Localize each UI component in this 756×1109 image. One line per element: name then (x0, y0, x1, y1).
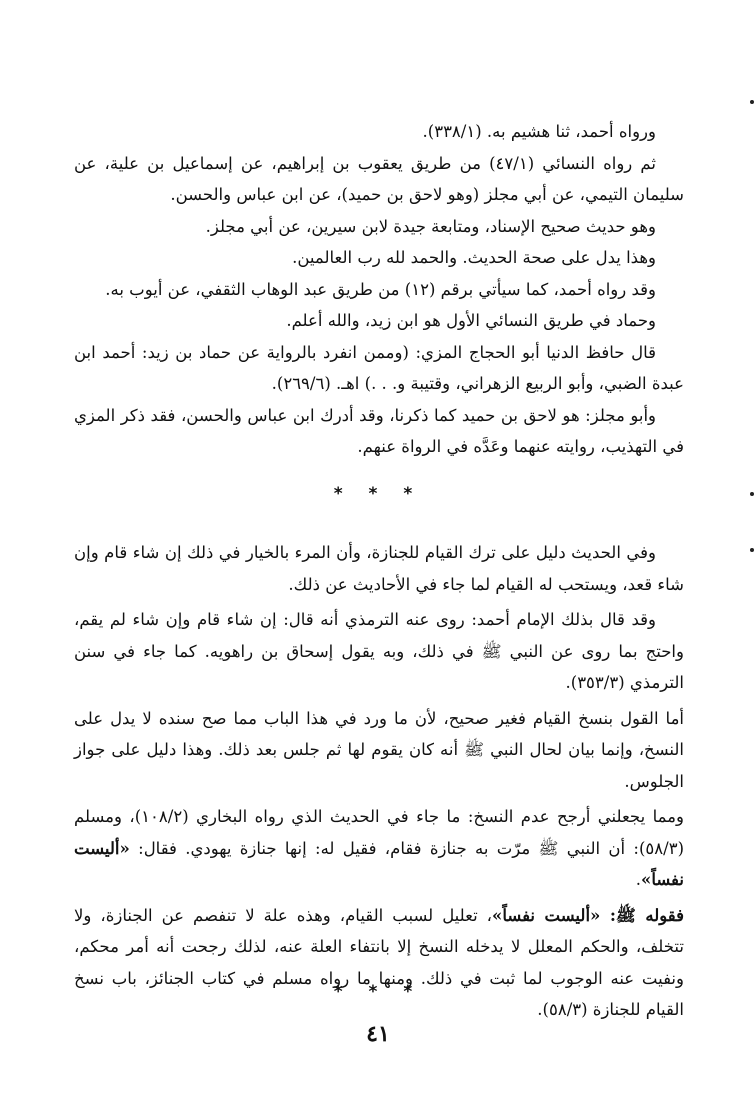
page-number: ٤١ (366, 1021, 390, 1047)
paragraph-text: . (635, 870, 641, 889)
section-separator: * * * (333, 484, 423, 504)
paragraph: ورواه أحمد، ثنا هشيم به. (٣٣٨/١). (422, 122, 656, 141)
margin-dot (750, 548, 754, 552)
paragraph: وحماد في طريق النسائي الأول هو ابن زيد، والله أعلم. (286, 311, 656, 330)
paragraph: أما القول بنسخ القيام فغير صحيح، لأن ما ورد في هذا الباب مما صح سنده لا يدل على النسخ، وإنما بيان لحال النبي ﷺ أنه كان يقوم لها ثم جلس بعد ذلك. وهذا دليل على جواز الجلوس. (74, 708, 684, 791)
paragraph: وهذا يدل على صحة الحديث. والحمد لله رب العالمين. (292, 248, 656, 267)
paragraph-text: ، تعليل لسبب القيام، وهذه علة لا تنفصم عن الجنازة، ولا تتخلف، والحكم المعلل لا يدخله النسخ إلا بانتفاء العلة عنه، لذلك رجحت أنه أمر محكم، ونفيت عنه الوجوب لما ثبت في ذلك. ومنها ما رواه مسلم في كتاب الجنائز، باب نسخ القيام للجنازة (٥٨/٣). (74, 905, 684, 1019)
paragraph: قال حافظ الدنيا أبو الحجاج المزي: (وممن انفرد بالرواية عن حماد بن زيد: أحمد ابن عبدة الضبي، وأبو الربيع الزهراني، وقتيبة و. . .) اهـ. (٢٦٩/٦). (74, 342, 684, 393)
section-one-text (74, 116, 684, 463)
paragraph-text: ومما يجعلني أرجح عدم النسخ: ما جاء في الحديث الذي رواه البخاري (١٠٨/٢)، ومسلم (٥٨/٣): أن النبي ﷺ مرّت به جنازة فقام، فقيل له: إنها جنازة يهودي. فقال: (74, 807, 684, 858)
paragraph (74, 900, 684, 1026)
section-separator: * * * (333, 982, 423, 1002)
paragraph (74, 801, 684, 896)
quoted-hadith: فقوله ﷺ: «أليست نفساً» (492, 905, 684, 925)
paragraph: وهو حديث صحيح الإسناد، ومتابعة جيدة لابن سيرين، عن أبي مجلز. (205, 216, 656, 236)
paragraph: وقد قال بذلك الإمام أحمد: روى عنه الترمذي أنه قال: إن شاء قام وإن شاء لم يقم، واحتج بما روى عن النبي ﷺ في ذلك، وبه يقول إسحاق بن راهويه. كما جاء في سنن الترمذي (٣٥٣/٣). (74, 610, 684, 692)
paragraph: وأبو مجلز: هو لاحق بن حميد كما ذكرنا، وقد أدرك ابن عباس والحسن، فقد ذكر المزي في التهذيب، روايته عنهما وعَدَّه في الرواة عنهم. (74, 405, 684, 456)
quoted-hadith: «أليست نفساً» (74, 838, 684, 889)
paragraph: ثم رواه النسائي (٤٧/١) من طريق يعقوب بن إبراهيم، عن إسماعيل بن علية، عن سليمان التيمي، عن أبي مجلز (وهو لاحق بن حميد)، عن ابن عباس والحسن. (74, 153, 684, 204)
paragraph: وقد رواه أحمد، كما سيأتي برقم (١٢) من طريق عبد الوهاب الثقفي، عن أيوب به. (105, 279, 656, 299)
section-two-text (74, 537, 684, 1026)
paragraph: وفي الحديث دليل على ترك القيام للجنازة، وأن المرء بالخيار في ذلك إن شاء قام وإن شاء قعد، ويستحب له القيام لما جاء في الأحاديث عن ذلك. (74, 543, 684, 594)
margin-dot (750, 100, 754, 104)
